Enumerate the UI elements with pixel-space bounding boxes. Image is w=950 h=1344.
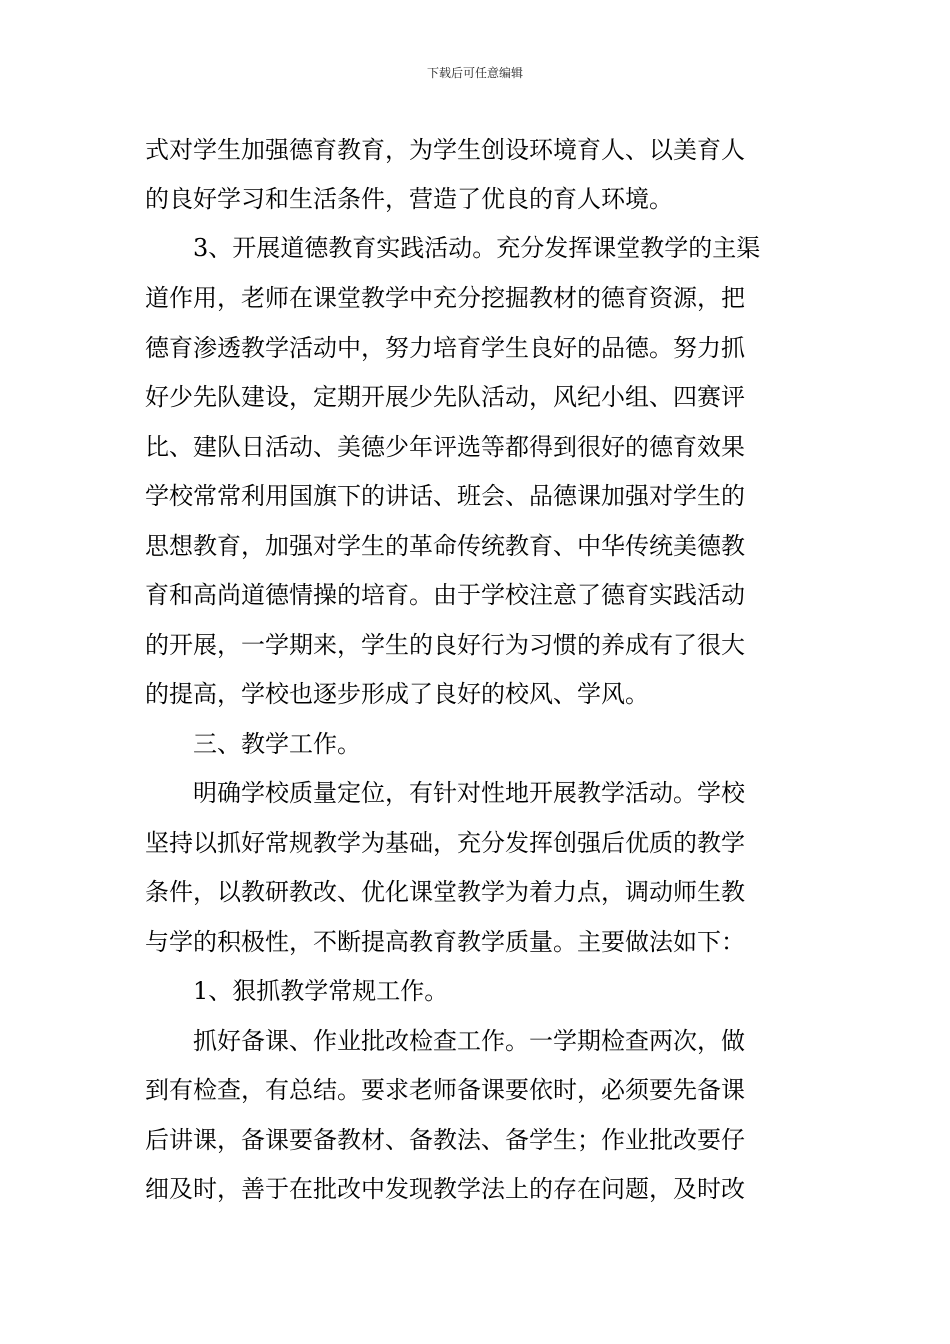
text-line-4: 道作用，老师在课堂教学中充分挖掘教材的德育资源，把 <box>145 284 745 312</box>
text-line-3: 3、开展道德教育实践活动。充分发挥课堂教学的主渠 <box>193 234 761 262</box>
text-line-10: 育和高尚道德情操的培育。由于学校注意了德育实践活动 <box>145 581 745 609</box>
text-line-15: 坚持以抓好常规教学为基础，充分发挥创强后优质的教学 <box>145 829 745 857</box>
text-line-5: 德育渗透教学活动中，努力培育学生良好的品德。努力抓 <box>145 334 745 362</box>
text-line-12: 的提高，学校也逐步形成了良好的校风、学风。 <box>145 680 649 708</box>
text-line-21: 后讲课，备课要备教材、备教法、备学生；作业批改要仔 <box>145 1126 745 1154</box>
text-line-7: 比、建队日活动、美德少年评选等都得到很好的德育效果 <box>145 433 745 461</box>
text-line-14: 明确学校质量定位，有针对性地开展教学活动。学校 <box>193 779 745 807</box>
text-line-6: 好少先队建设，定期开展少先队活动，风纪小组、四赛评 <box>145 383 745 411</box>
page-header: 下载后可任意编辑 <box>426 66 523 80</box>
text-line-19: 抓好备课、作业批改检查工作。一学期检查两次，做 <box>193 1027 745 1055</box>
subsection-heading: 1、狠抓教学常规工作。 <box>193 977 449 1005</box>
text-line-9: 思想教育，加强对学生的革命传统教育、中华传统美德教 <box>145 532 745 560</box>
section-heading: 三、教学工作。 <box>193 730 361 758</box>
text-line-1: 式对学生加强德育教育，为学生创设环境育人、以美育人 <box>145 136 745 164</box>
text-line-16: 条件，以教研教改、优化课堂教学为着力点，调动师生教 <box>145 878 745 906</box>
text-line-11: 的开展，一学期来，学生的良好行为习惯的养成有了很大 <box>145 631 745 659</box>
text-line-2: 的良好学习和生活条件，营造了优良的育人环境。 <box>145 185 673 213</box>
text-line-8: 学校常常利用国旗下的讲话、班会、品德课加强对学生的 <box>145 482 745 510</box>
text-line-20: 到有检查，有总结。要求老师备课要依时，必须要先备课 <box>145 1076 745 1104</box>
text-line-22: 细及时，善于在批改中发现教学法上的存在问题，及时改 <box>145 1175 745 1203</box>
text-line-17: 与学的积极性，不断提高教育教学质量。主要做法如下： <box>145 928 745 956</box>
